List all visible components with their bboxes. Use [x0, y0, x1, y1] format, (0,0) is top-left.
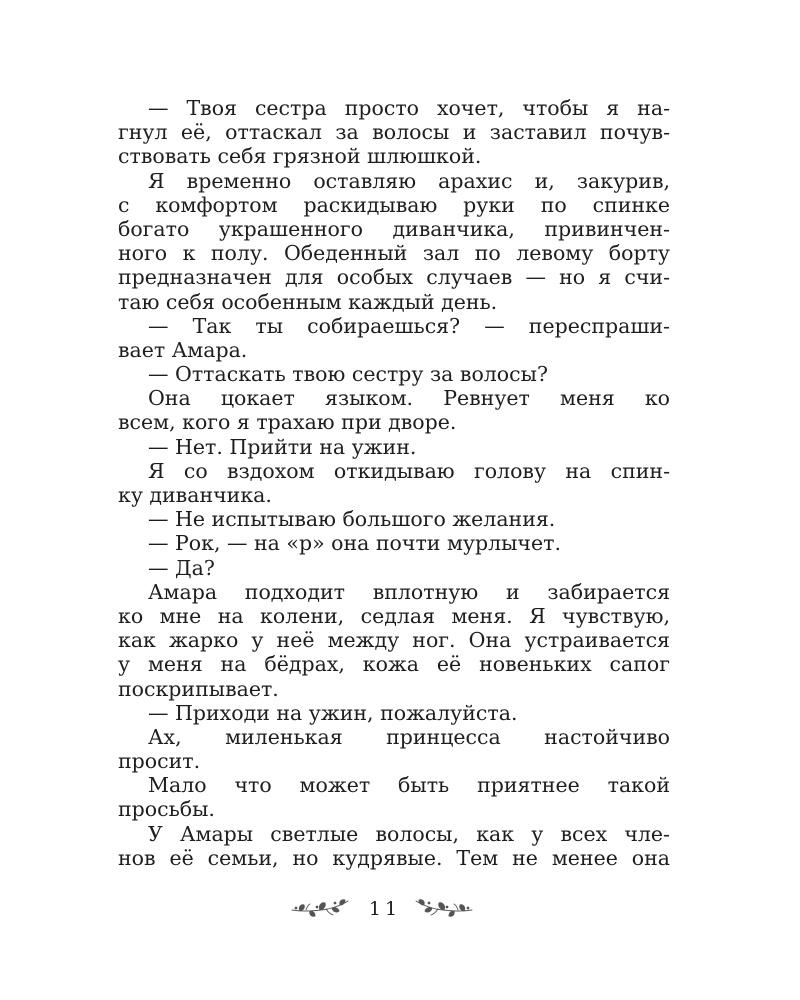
- text-line: ку диванчика.: [118, 483, 272, 507]
- text-line: Ах, миленькая принцесса настойчиво: [148, 724, 670, 749]
- text-line: вает Амара.: [118, 337, 248, 362]
- body-text: [118, 96, 670, 870]
- text-line: гнул её, оттаскал за волосы и заставил почув-: [118, 120, 670, 145]
- text-line: как жарко у неё между ног. Она устраивается: [118, 628, 670, 653]
- text-line: у меня на бёдрах, кожа её новеньких сапог: [118, 652, 670, 677]
- floral-ornament-icon: [412, 896, 474, 922]
- text-line: — Оттаскать твою сестру за волосы?: [148, 362, 548, 387]
- text-line: ствовать себя грязной шлюшкой.: [118, 144, 482, 169]
- text-line: Я временно оставляю арахис и, закурив,: [148, 168, 670, 193]
- text-line: — Не испытываю большого желания.: [148, 507, 556, 532]
- text-line: Она цокает языком. Ревнует меня ко: [148, 386, 670, 411]
- text-line: — Так ты собираешься? — переспраши-: [148, 313, 670, 338]
- text-line: Я со вздохом откидываю голову на спин-: [148, 458, 670, 483]
- text-line: нов её семьи, но кудрявые. Тем не менее она: [118, 845, 670, 870]
- text-line: Амара подходит вплотную и забирается: [148, 579, 670, 604]
- text-line: поскрипывает.: [118, 676, 279, 701]
- text-line: ного к полу. Обеденный зал по левому борту: [118, 241, 670, 266]
- text-line: — Приходи на ужин, пожалуйста.: [148, 700, 518, 725]
- text-line: — Твоя сестра просто хочет, чтобы я на-: [148, 96, 670, 120]
- text-line: просьбы.: [118, 797, 215, 822]
- text-line: с комфортом раскидываю руки по спинке: [118, 192, 670, 217]
- text-line: таю себя особенным каждый день.: [118, 289, 498, 314]
- floral-ornament-icon: [290, 896, 352, 922]
- page-number: 11: [368, 898, 402, 920]
- text-line: просит.: [118, 749, 201, 774]
- text-line: ко мне на колени, седлая меня. Я чувствую,: [118, 603, 670, 628]
- text-line: предназначен для особых случаев — но я счи-: [118, 265, 670, 290]
- text-line: Мало что может быть приятнее такой: [148, 773, 670, 798]
- text-line: — Нет. Прийти на ужин.: [148, 434, 417, 459]
- text-line: богато украшенного диванчика, привинчен-: [118, 216, 670, 241]
- text-line: — Рок, — на «р» она почти мурлычет.: [148, 531, 561, 556]
- page-footer: [0, 896, 800, 926]
- text-line: — Да?: [148, 555, 215, 580]
- text-line: У Амары светлые волосы, как у всех чле-: [148, 821, 670, 846]
- text-line: всем, кого я трахаю при дворе.: [118, 410, 457, 435]
